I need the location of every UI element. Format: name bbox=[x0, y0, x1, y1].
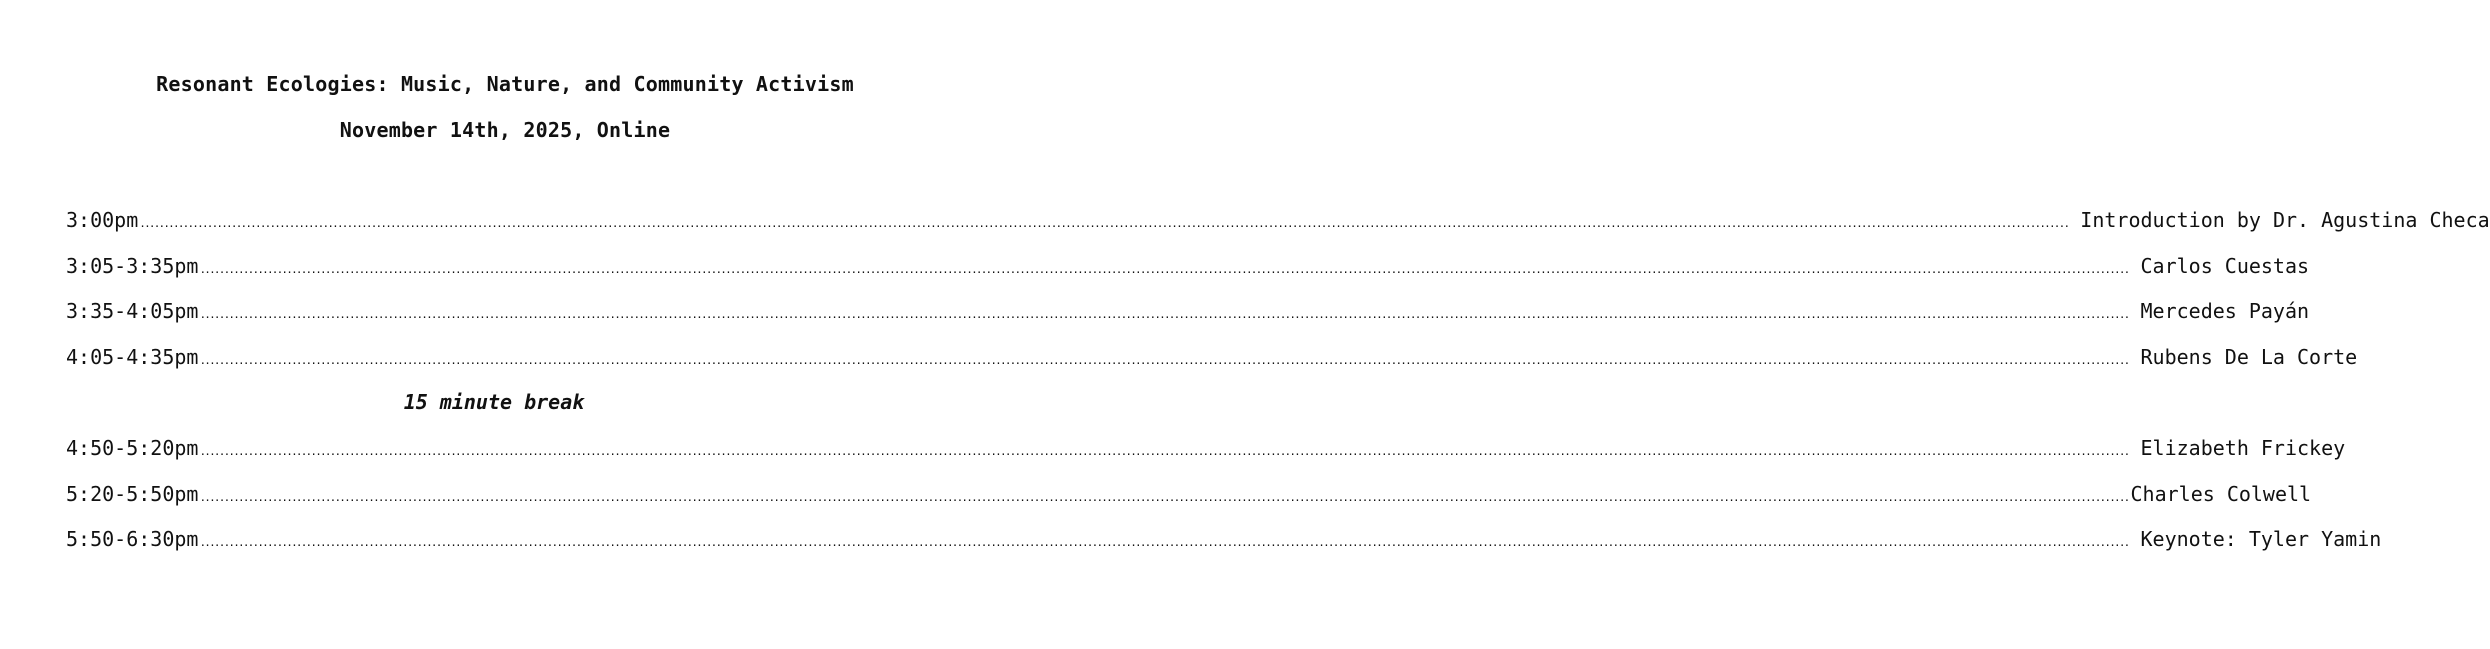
dot-leader: ................................................................................................................................................................................................................................................................................................................................................................................................................ bbox=[199, 536, 2129, 550]
session-speaker: Introduction by Dr. Agustina Checa bbox=[2080, 208, 2490, 232]
schedule-row bbox=[66, 253, 2310, 300]
session-speaker: Carlos Cuestas bbox=[2140, 253, 2310, 278]
break-label: 15 minute break bbox=[403, 390, 585, 415]
session-time: 3:00pm bbox=[66, 208, 139, 232]
session-time: 3:35-4:05pm bbox=[66, 299, 199, 324]
schedule-row bbox=[66, 299, 2310, 345]
dot-leader: ................................................................................................................................................................................................................................................................................................................................................................................................................ bbox=[199, 353, 2129, 367]
schedule-row bbox=[66, 527, 2382, 573]
dot-leader: ................................................................................................................................................................................................................................................................................................................................................................................................................ bbox=[199, 308, 2129, 322]
session-speaker: Elizabeth Frickey bbox=[2140, 435, 2346, 460]
schedule-row bbox=[66, 344, 2358, 391]
session-speaker: Charles Colwell bbox=[2130, 481, 2312, 506]
session-speaker: Keynote: Tyler Yamin bbox=[2140, 527, 2382, 552]
session-time: 3:05-3:35pm bbox=[66, 253, 199, 278]
schedule-row bbox=[66, 481, 2312, 528]
session-time: 4:50-5:20pm bbox=[66, 435, 199, 460]
schedule-list bbox=[66, 208, 2490, 573]
session-speaker: Mercedes Payán bbox=[2140, 299, 2310, 324]
session-speaker: Rubens De La Corte bbox=[2140, 344, 2358, 369]
dot-leader: ................................................................................................................................................................................................................................................................................................................................................................................................................ bbox=[139, 217, 2069, 230]
dot-leader: ................................................................................................................................................................................................................................................................................................................................................................................................................ bbox=[199, 444, 2129, 458]
schedule-row bbox=[66, 208, 2490, 254]
event-title: Resonant Ecologies: Music, Nature, and Community Activism bbox=[156, 72, 854, 96]
session-time: 5:20-5:50pm bbox=[66, 481, 199, 506]
schedule-row bbox=[66, 435, 2346, 482]
session-time: 5:50-6:30pm bbox=[66, 527, 199, 552]
session-time: 4:05-4:35pm bbox=[66, 344, 199, 369]
event-date-location: November 14th, 2025, Online bbox=[339, 118, 671, 142]
dot-leader: ................................................................................................................................................................................................................................................................................................................................................................................................................ bbox=[199, 262, 2129, 276]
dot-leader: ................................................................................................................................................................................................................................................................................................................................................................................................................ bbox=[199, 490, 2129, 504]
